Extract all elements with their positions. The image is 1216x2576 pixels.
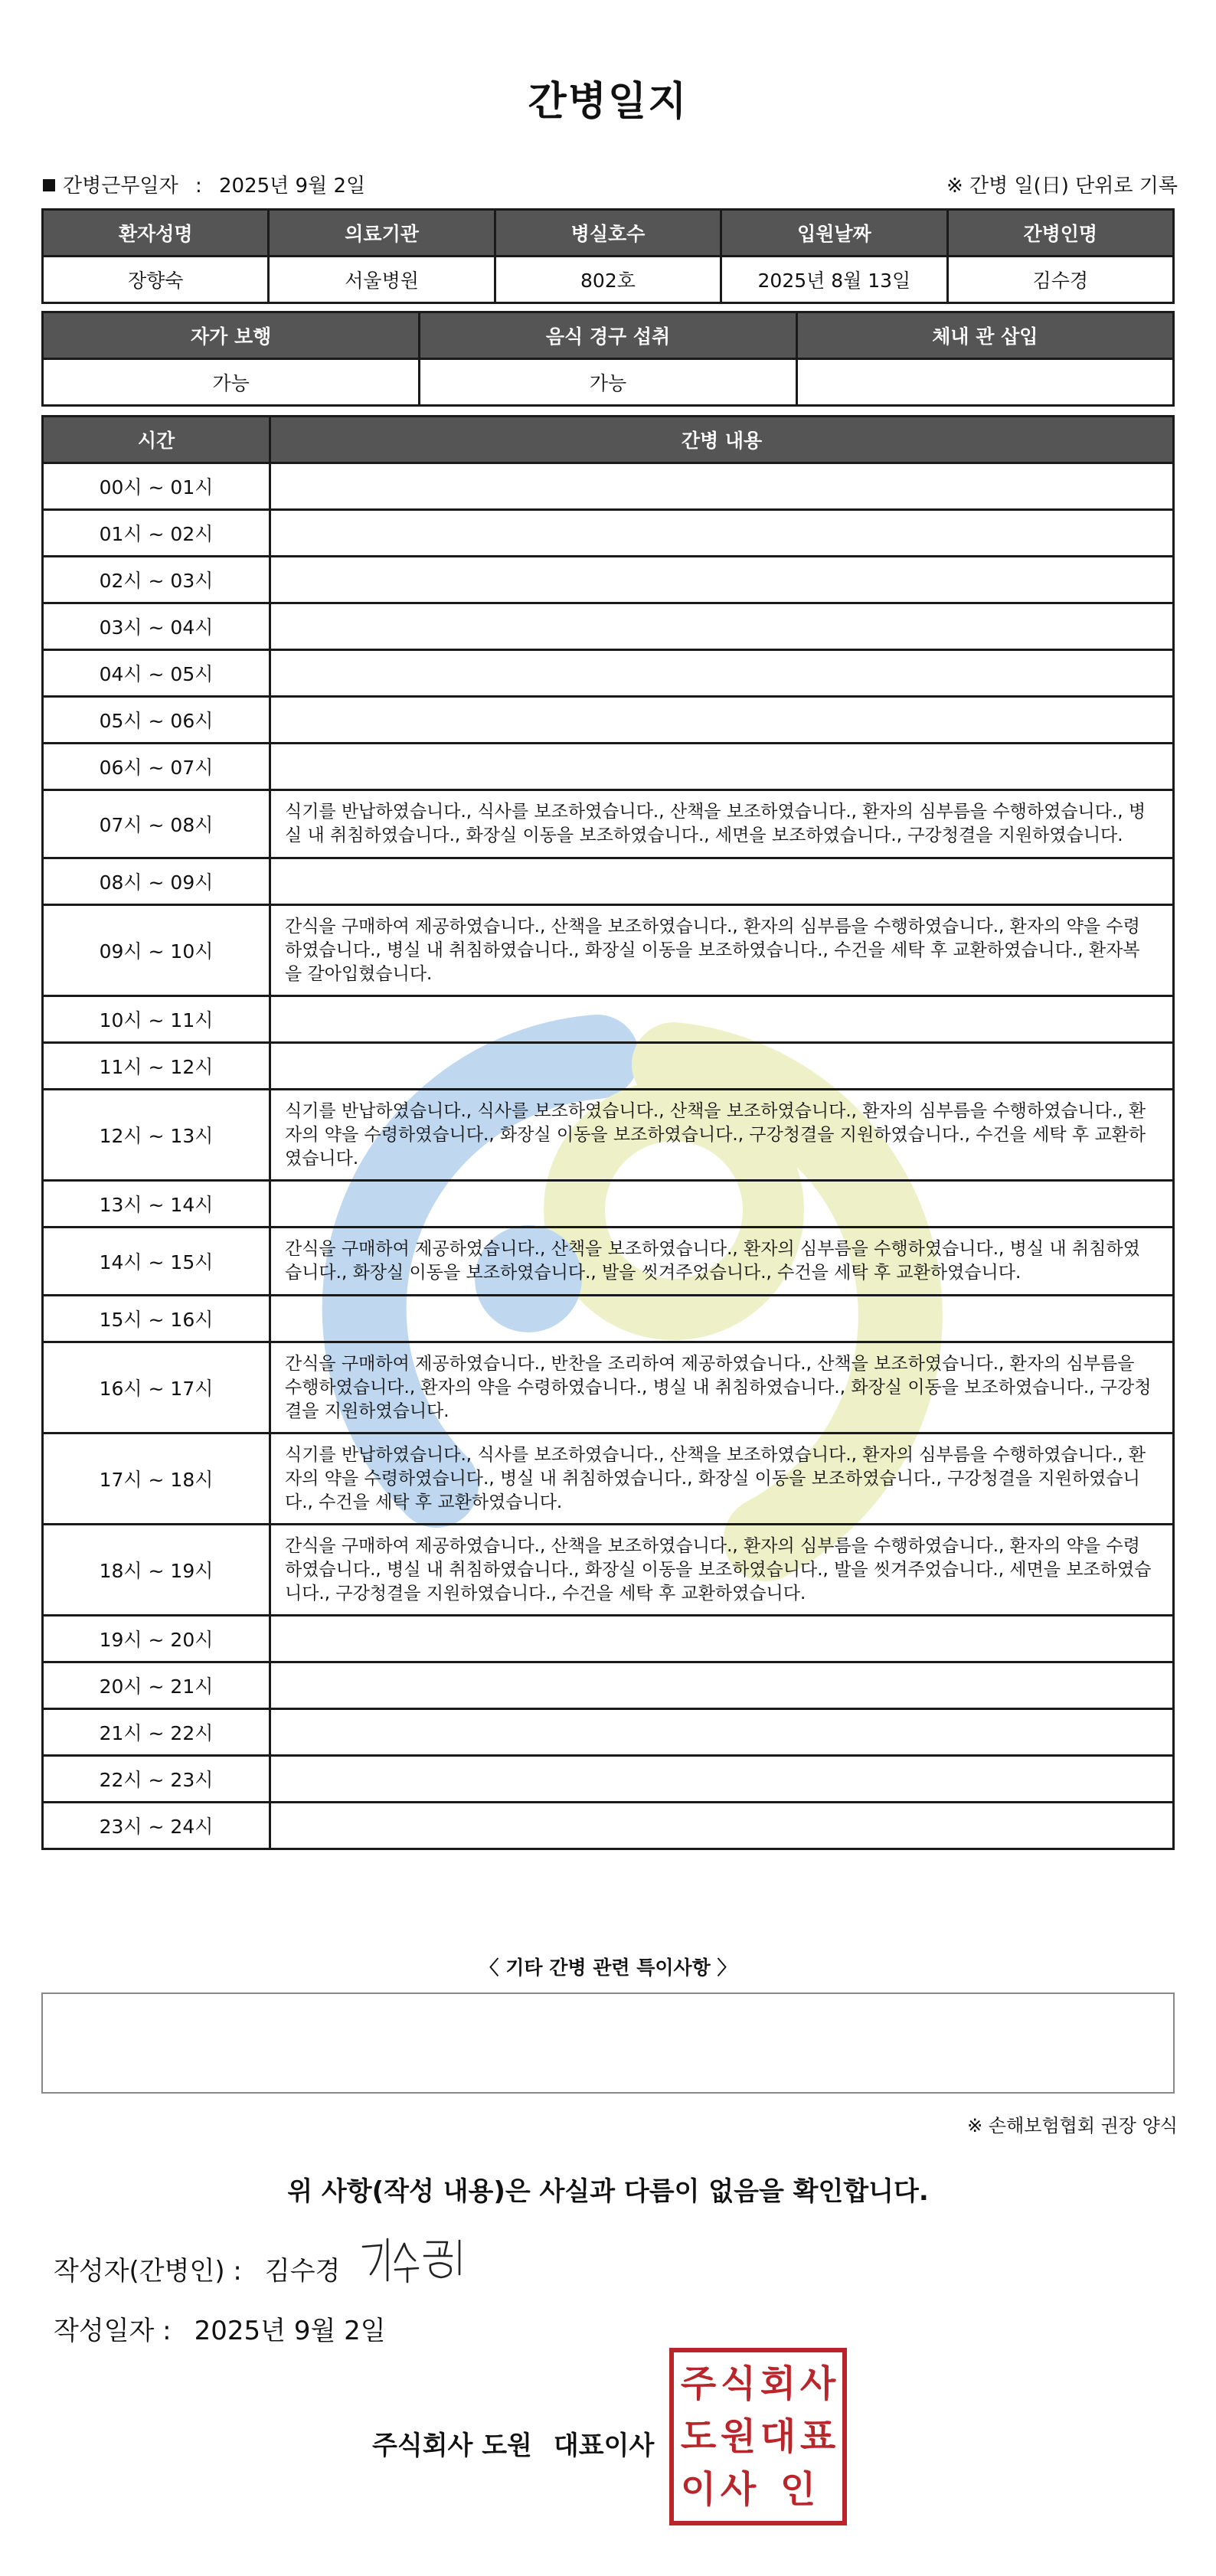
log-content: 식기를 반납하였습니다., 식사를 보조하였습니다., 산책을 보조하였습니다., 환자의 심부름을 수행하였습니다., 병실 내 취침하였습니다., 화장실 이동을 보조하였습니다., 세면을 보조하였습니다., 구강청결을 지원하였습니다. bbox=[270, 790, 1174, 858]
seal-char: 이 bbox=[680, 2468, 717, 2512]
log-row bbox=[43, 1342, 1174, 1433]
log-row bbox=[43, 1525, 1174, 1616]
header-caregiver: 간병인명 bbox=[947, 210, 1173, 257]
unit-note: ※ 간병 일(日) 단위로 기록 bbox=[946, 175, 1178, 198]
log-content bbox=[270, 858, 1174, 905]
log-content: 간식을 구매하여 제공하였습니다., 산책을 보조하였습니다., 환자의 심부름을 수행하였습니다., 환자의 약을 수령하였습니다., 병실 내 취침하였습니다., 화장실 이동을 보조하였습니다., 발을 씻겨주었습니다., 세면을 보조하였습니다., 구강청결을 지원하였습니다., 수건을 세탁 후 교환하였습니다. bbox=[270, 1525, 1174, 1616]
writer-label: 작성자(간병인) : bbox=[54, 2256, 242, 2287]
log-content bbox=[270, 557, 1174, 603]
oral-intake: 가능 bbox=[420, 359, 796, 406]
caregiver-name: 김수경 bbox=[947, 257, 1173, 303]
written-date-label: 작성일자 : bbox=[54, 2316, 172, 2346]
header-patient-name: 환자성명 bbox=[43, 210, 269, 257]
bullet-square-icon bbox=[43, 179, 55, 191]
patient-status-table bbox=[41, 311, 1175, 407]
self-walking: 가능 bbox=[43, 359, 420, 406]
page-title: 간병일지 bbox=[528, 79, 688, 125]
log-time: 16시 ~ 17시 bbox=[43, 1342, 270, 1433]
log-time: 07시 ~ 08시 bbox=[43, 790, 270, 858]
header-care-content: 간병 내용 bbox=[270, 417, 1174, 463]
log-content bbox=[270, 996, 1174, 1043]
log-row bbox=[43, 1616, 1174, 1662]
seal-char: 사 bbox=[720, 2468, 757, 2512]
log-time: 23시 ~ 24시 bbox=[43, 1803, 270, 1849]
log-row bbox=[43, 1803, 1174, 1849]
log-time: 21시 ~ 22시 bbox=[43, 1709, 270, 1756]
log-content bbox=[270, 1181, 1174, 1228]
header-admission-date: 입원날짜 bbox=[721, 210, 947, 257]
log-time: 00시 ~ 01시 bbox=[43, 463, 270, 510]
seal-char: 표 bbox=[799, 2414, 836, 2458]
company-name: 주식회사 도원 bbox=[372, 2431, 532, 2461]
log-time: 15시 ~ 16시 bbox=[43, 1296, 270, 1342]
log-time: 05시 ~ 06시 bbox=[43, 697, 270, 744]
log-row bbox=[43, 1296, 1174, 1342]
log-row bbox=[43, 1433, 1174, 1525]
writer-name: 김수경 bbox=[264, 2256, 341, 2287]
log-time: 19시 ~ 20시 bbox=[43, 1616, 270, 1662]
log-time: 03시 ~ 04시 bbox=[43, 603, 270, 650]
log-row bbox=[43, 1181, 1174, 1228]
special-notes-box bbox=[41, 1992, 1175, 2094]
log-time: 01시 ~ 02시 bbox=[43, 510, 270, 557]
log-time: 02시 ~ 03시 bbox=[43, 557, 270, 603]
written-date-value: 2025년 9월 2일 bbox=[194, 2316, 386, 2346]
log-content bbox=[270, 650, 1174, 697]
patient-info-table bbox=[41, 208, 1175, 304]
seal-char: 식 bbox=[720, 2362, 757, 2405]
log-time: 08시 ~ 09시 bbox=[43, 858, 270, 905]
seal-char: 도 bbox=[680, 2414, 717, 2458]
log-content bbox=[270, 510, 1174, 557]
log-row bbox=[43, 744, 1174, 790]
log-time: 14시 ~ 15시 bbox=[43, 1228, 270, 1296]
company-rep: 대표이사 bbox=[553, 2431, 655, 2461]
header-room: 병실호수 bbox=[495, 210, 721, 257]
log-row bbox=[43, 1756, 1174, 1803]
log-content bbox=[270, 1803, 1174, 1849]
log-content bbox=[270, 744, 1174, 790]
seal-char: 대 bbox=[760, 2414, 796, 2458]
work-date-sep: : bbox=[194, 175, 202, 198]
log-row bbox=[43, 697, 1174, 744]
log-content bbox=[270, 463, 1174, 510]
log-row bbox=[43, 1662, 1174, 1709]
header-self-walking: 자가 보행 bbox=[43, 312, 420, 359]
log-row bbox=[43, 790, 1174, 858]
header-hospital: 의료기관 bbox=[269, 210, 495, 257]
seal-char: 사 bbox=[799, 2362, 836, 2405]
hospital: 서울병원 bbox=[269, 257, 495, 303]
log-row bbox=[43, 996, 1174, 1043]
work-date bbox=[43, 170, 365, 198]
header-time: 시간 bbox=[43, 417, 270, 463]
log-time: 17시 ~ 18시 bbox=[43, 1433, 270, 1525]
log-content: 간식을 구매하여 제공하였습니다., 산책을 보조하였습니다., 환자의 심부름을 수행하였습니다., 병실 내 취침하였습니다., 화장실 이동을 보조하였습니다., 발을 씻겨주었습니다., 수건을 세탁 후 교환하였습니다. bbox=[270, 1228, 1174, 1296]
tube-insertion bbox=[796, 359, 1173, 406]
log-time: 06시 ~ 07시 bbox=[43, 744, 270, 790]
handwritten-signature bbox=[357, 2230, 479, 2291]
room-number: 802호 bbox=[495, 257, 721, 303]
header-oral-intake: 음식 경구 섭취 bbox=[420, 312, 796, 359]
log-row bbox=[43, 463, 1174, 510]
log-time: 20시 ~ 21시 bbox=[43, 1662, 270, 1709]
header-tube-insertion: 체내 관 삽입 bbox=[796, 312, 1173, 359]
log-row bbox=[43, 1043, 1174, 1090]
log-content bbox=[270, 1662, 1174, 1709]
special-notes-title: 〈 기타 간병 관련 특이사항 〉 bbox=[479, 1957, 737, 1979]
company-line bbox=[372, 2424, 654, 2462]
confirmation-statement: 위 사항(작성 내용)은 사실과 다름이 없음을 확인합니다. bbox=[287, 2176, 929, 2207]
work-date-value: 2025년 9월 2일 bbox=[219, 175, 366, 198]
log-row bbox=[43, 557, 1174, 603]
care-log-table bbox=[41, 415, 1175, 1850]
form-footnote: ※ 손해보험협회 권장 양식 bbox=[967, 2115, 1178, 2136]
log-row bbox=[43, 858, 1174, 905]
company-seal-stamp bbox=[669, 2348, 847, 2525]
log-row bbox=[43, 650, 1174, 697]
seal-char: 원 bbox=[720, 2414, 757, 2458]
log-content bbox=[270, 697, 1174, 744]
log-content bbox=[270, 1616, 1174, 1662]
work-date-label: 간병근무일자 bbox=[63, 175, 178, 198]
log-time: 12시 ~ 13시 bbox=[43, 1090, 270, 1181]
log-time: 10시 ~ 11시 bbox=[43, 996, 270, 1043]
log-time: 18시 ~ 19시 bbox=[43, 1525, 270, 1616]
log-content bbox=[270, 1756, 1174, 1803]
log-content: 식기를 반납하였습니다., 식사를 보조하였습니다., 산책을 보조하였습니다., 환자의 심부름을 수행하였습니다., 환자의 약을 수령하였습니다., 화장실 이동을 보조하였습니다., 구강청결을 지원하였습니다., 수건을 세탁 후 교환하였습니다. bbox=[270, 1090, 1174, 1181]
log-row bbox=[43, 1090, 1174, 1181]
writer-line bbox=[54, 2250, 340, 2287]
log-time: 22시 ~ 23시 bbox=[43, 1756, 270, 1803]
log-content: 간식을 구매하여 제공하였습니다., 산책을 보조하였습니다., 환자의 심부름을 수행하였습니다., 환자의 약을 수령하였습니다., 병실 내 취침하였습니다., 화장실 이동을 보조하였습니다., 수건을 세탁 후 교환하였습니다., 환자복을 갈아입혔습니다. bbox=[270, 905, 1174, 996]
log-time: 11시 ~ 12시 bbox=[43, 1043, 270, 1090]
log-content bbox=[270, 1709, 1174, 1756]
log-content bbox=[270, 1296, 1174, 1342]
log-content bbox=[270, 1043, 1174, 1090]
log-row bbox=[43, 1228, 1174, 1296]
log-row bbox=[43, 603, 1174, 650]
patient-name: 장향숙 bbox=[43, 257, 269, 303]
log-time: 04시 ~ 05시 bbox=[43, 650, 270, 697]
log-row bbox=[43, 510, 1174, 557]
written-date-line bbox=[54, 2310, 386, 2347]
log-time: 13시 ~ 14시 bbox=[43, 1181, 270, 1228]
seal-char: 회 bbox=[760, 2362, 796, 2405]
log-content: 식기를 반납하였습니다., 식사를 보조하였습니다., 산책을 보조하였습니다., 환자의 심부름을 수행하였습니다., 환자의 약을 수령하였습니다., 병실 내 취침하였습니다., 화장실 이동을 보조하였습니다., 구강청결을 지원하였습니다., 수건을 세탁 후 교환하였습니다. bbox=[270, 1433, 1174, 1525]
seal-char: 인 bbox=[780, 2468, 816, 2512]
admission-date: 2025년 8월 13일 bbox=[721, 257, 947, 303]
log-content bbox=[270, 603, 1174, 650]
seal-char: 주 bbox=[680, 2362, 717, 2405]
log-row bbox=[43, 1709, 1174, 1756]
log-content: 간식을 구매하여 제공하였습니다., 반찬을 조리하여 제공하였습니다., 산책을 보조하였습니다., 환자의 심부름을 수행하였습니다., 환자의 약을 수령하였습니다., 병실 내 취침하였습니다., 화장실 이동을 보조하였습니다., 구강청결을 지원하였습니다. bbox=[270, 1342, 1174, 1433]
log-row bbox=[43, 905, 1174, 996]
log-time: 09시 ~ 10시 bbox=[43, 905, 270, 996]
